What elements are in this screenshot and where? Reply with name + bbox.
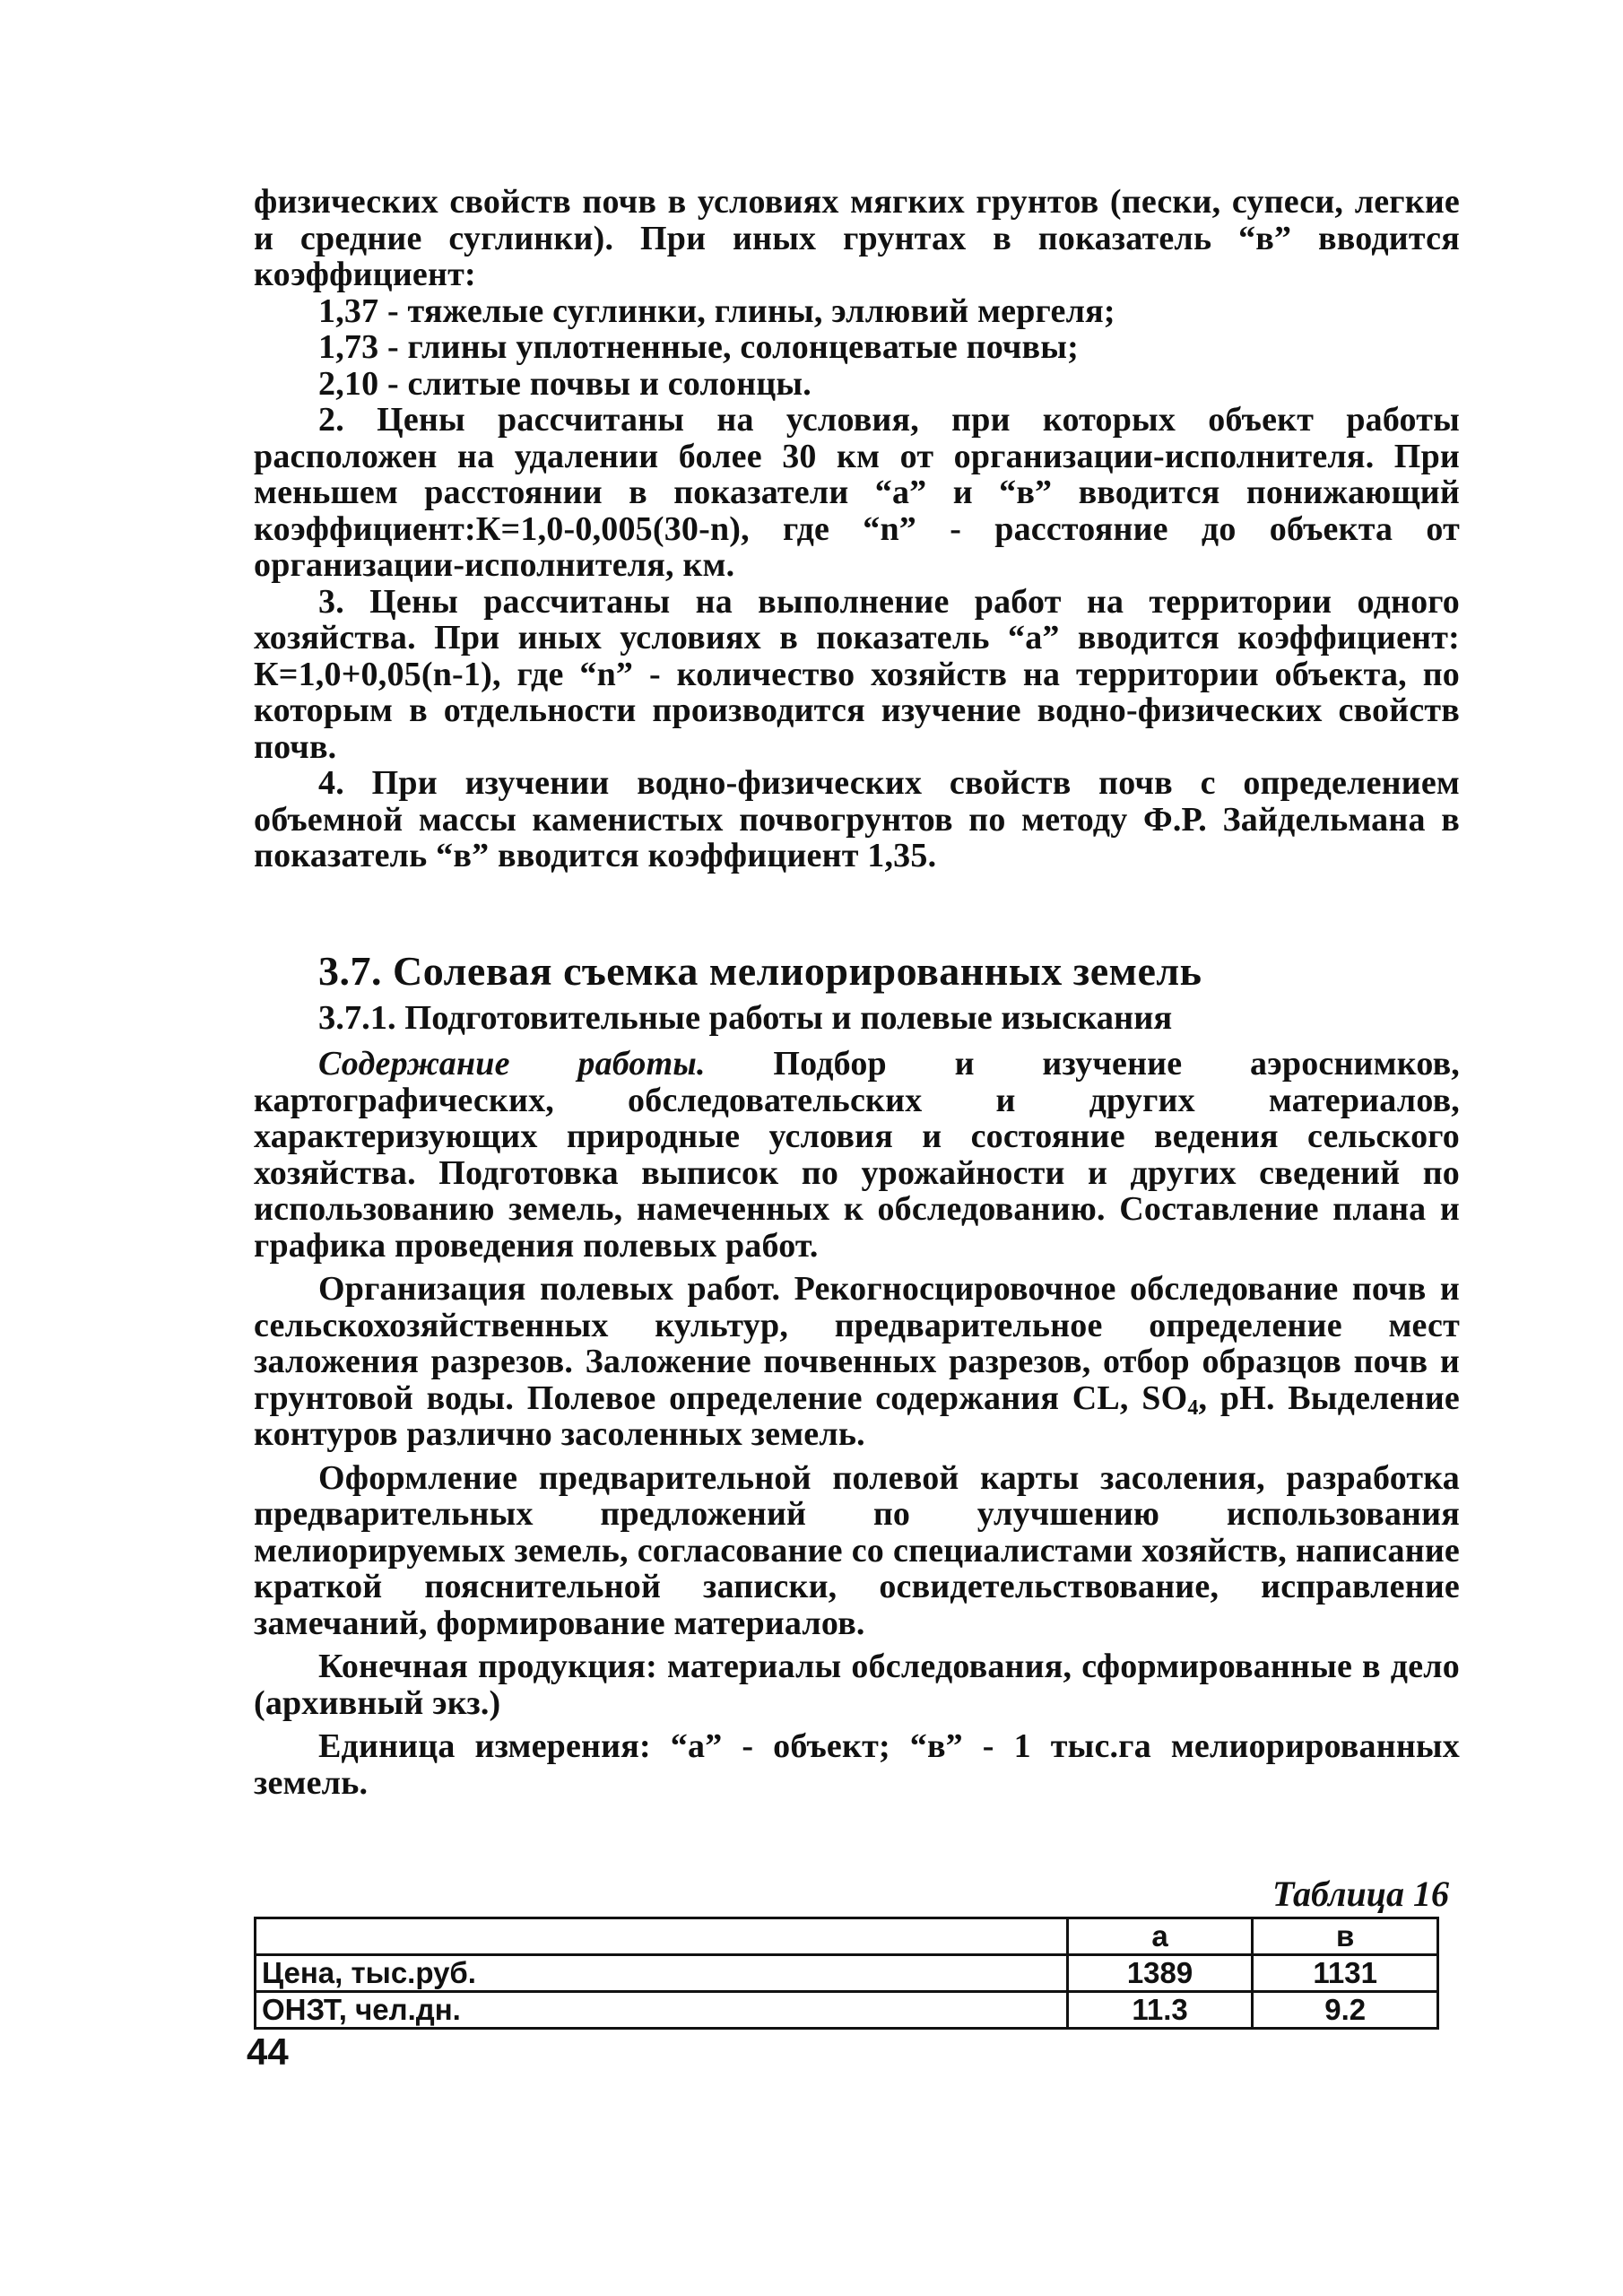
note-2: 2. Цены рассчитаны на условия, при которых объект работы расположен на удалении более 30 км от организации-исполнителя. При меньшем расстоянии в показатели “а” и “в” вводится понижающий коэффициент:К=1,0-0,005(30-n), где “n” - расстояние до объекта от организации-исполнителя, км. <box>254 401 1460 584</box>
note-4: 4. При изучении водно-физических свойств почв с определением объемной массы каменистых почвогрунтов по методу Ф.Р. Зайдельмана в показатель “в” вводится коэффициент 1,35. <box>254 764 1460 874</box>
final-product-paragraph: Конечная продукция: материалы обследования, сформированные в дело (архивный экз.) <box>254 1648 1460 1722</box>
map-preparation-paragraph: Оформление предварительной полевой карты засоления, разработка предварительных предложений по улучшению использования мелиорируемых земель, согласование со специалистами хозяйств, написание краткой пояснительной записки, освидетельствование, исправление замечаний, формирование материалов. <box>254 1458 1460 1642</box>
sulfate-subscript: 4 <box>1187 1396 1199 1420</box>
table-header-row <box>256 1918 1438 1955</box>
price-table <box>254 1917 1439 2030</box>
work-content-block <box>254 1046 1460 1801</box>
table-row <box>256 1992 1438 2029</box>
paragraph-soil-properties: физических свойств почв в условиях мягких грунтов (пески, супеси, легкие и средние суглинки). При иных грунтах в показатель “в” вводится коэффициент: <box>254 183 1460 293</box>
table-cell: 1389 <box>1067 1955 1253 1992</box>
note-3: 3. Цены рассчитаны на выполнение работ на территории одного хозяйства. При иных условиях в показатель “а” вводится коэффициент: К=1,0+0,05(n-1), где “n” - количество хозяйств на территории объекта, по которым в отдельности производится изучение водно-физических свойств почв. <box>254 582 1460 766</box>
coefficient-line: 2,10 - слитые почвы и солонцы. <box>318 364 812 403</box>
table-caption: Таблица 16 <box>1272 1874 1449 1914</box>
subsection-title: 3.7.1. Подготовительные работы и полевые изыскания <box>318 999 1173 1037</box>
work-content-lead: Содержание работы. <box>318 1045 706 1083</box>
table-cell: ОНЗТ, чел.дн. <box>256 1992 1068 2029</box>
field-work-paragraph <box>254 1271 1460 1453</box>
field-work-text-b: , pH. Выделение контуров различно засоленных земель. <box>254 1378 1460 1453</box>
table-header-cell: в <box>1253 1918 1438 1955</box>
table-header-cell: а <box>1067 1918 1253 1955</box>
price-notes-block <box>254 184 1460 874</box>
table-cell: 11.3 <box>1067 1992 1253 2029</box>
table-cell: 9.2 <box>1253 1992 1438 2029</box>
table-row <box>256 1955 1438 1992</box>
field-work-text-a: Организация полевых работ. Рекогносцировочное обследование почв и сельскохозяйственных культур, предварительное определение мест заложения разрезов. Заложение почвенных разрезов, отбор образцов почв и грунтовой воды. Полевое определение содержания CL, SO <box>254 1270 1460 1417</box>
table-cell: 1131 <box>1253 1955 1438 1992</box>
unit-measure-paragraph: Единица измерения: “а” - объект; “в” - 1 тыс.га мелиорированных земель. <box>254 1727 1460 1802</box>
table-cell: Цена, тыс.руб. <box>256 1955 1068 1992</box>
work-content-text: Подбор и изучение аэроснимков, картографических, обследовательских и других материалов, характеризующих природные условия и состояние ведения сельского хозяйства. Подготовка выписок по урожайности и других сведений по использованию земель, намеченных к обследованию. Составление плана и графика проведения полевых работ. <box>254 1045 1460 1265</box>
coefficient-line: 1,73 - глины уплотненные, солонцеватые почвы; <box>318 328 1079 366</box>
coefficient-line: 1,37 - тяжелые суглинки, глины, эллювий мергеля; <box>318 291 1115 330</box>
work-content-paragraph <box>254 1046 1460 1264</box>
page-number: 44 <box>247 2031 289 2073</box>
table-header-cell <box>256 1918 1068 1955</box>
section-title: 3.7. Солевая съемка мелиорированных земель <box>318 948 1202 994</box>
